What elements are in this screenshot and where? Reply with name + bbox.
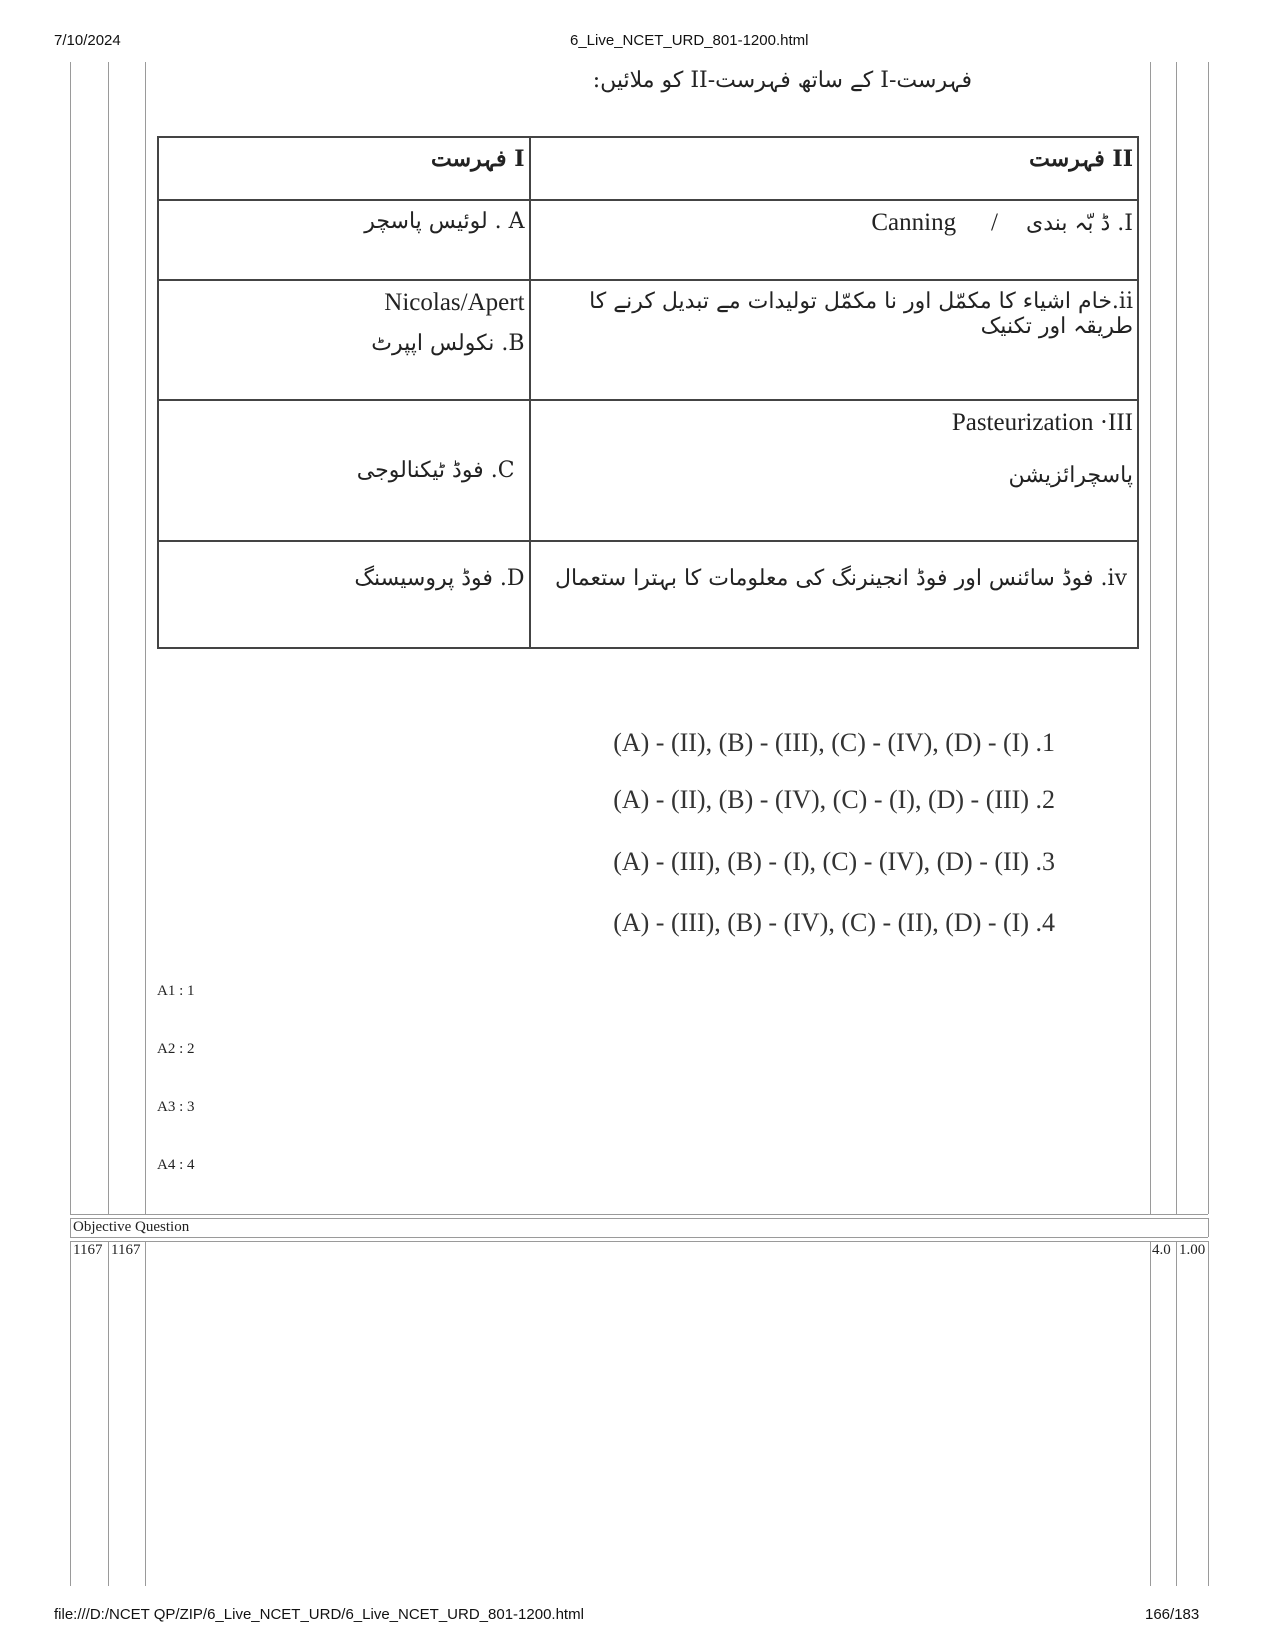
grid-line	[70, 1241, 1208, 1242]
option-2: (A) - (II), (B) - (IV), (C) - (I), (D) - (III) .2	[613, 785, 1055, 814]
grid-line	[70, 1214, 1208, 1215]
list2-item-1-urdu: I. ڈ بّہ بندی	[1025, 210, 1133, 236]
grid-line	[70, 1218, 1208, 1219]
matching-table	[157, 136, 1139, 649]
option-3: (A) - (III), (B) - (I), (C) - (IV), (D) - (II) .3	[613, 847, 1055, 876]
list1-item-b-english: Nicolas/Apert	[384, 289, 525, 317]
grid-line	[1176, 62, 1177, 1214]
option-1: (A) - (II), (B) - (III), (C) - (IV), (D) - (I) .1	[613, 728, 1055, 757]
grid-line	[70, 1237, 1208, 1238]
grid-line	[108, 62, 109, 1214]
answer-1: A1 : 1	[157, 983, 195, 999]
grid-line	[1208, 1218, 1209, 1237]
answer-2: A2 : 2	[157, 1041, 195, 1057]
list2-item-1-english: Canning	[871, 208, 957, 236]
list2-header: II فہرست	[530, 137, 1138, 200]
grid-line	[145, 62, 146, 1214]
list1-item-b-urdu: B. نکولس اپپرٹ	[371, 331, 525, 357]
list1-item-d: D. فوڈ پروسیسنگ	[158, 541, 530, 648]
list2-item-1-sep: /	[991, 208, 998, 236]
question-title: فہرست-I کے ساتھ فہرست-II کو ملائیں:	[592, 68, 972, 93]
list1-header: I فہرست	[158, 137, 530, 200]
question-type-label: Objective Question	[73, 1219, 190, 1235]
answer-3: A3 : 3	[157, 1099, 195, 1115]
grid-line	[70, 62, 71, 1214]
question-id: 1167	[111, 1242, 141, 1258]
table-header-row	[158, 137, 1138, 200]
grid-line	[1150, 62, 1151, 1214]
file-path: file:///D:/NCET QP/ZIP/6_Live_NCET_URD/6_Live_NCET_URD_801-1200.html	[54, 1606, 584, 1623]
list2-item-3-urdu: پاسچرائزیشن	[1008, 462, 1133, 488]
grid-line	[1208, 1241, 1209, 1586]
list2-item-3	[530, 400, 1138, 541]
document-title: 6_Live_NCET_URD_801-1200.html	[570, 32, 809, 49]
grid-line	[70, 1241, 71, 1586]
list2-item-2: ii.خام اشیاء کا مکمّل اور نا مکمّل تولیدات مے تبدیل کرنے کا طریقہ اور تکنیک	[530, 280, 1138, 399]
list1-item-a: A . لوئیس پاسچر	[158, 200, 530, 281]
page-number: 166/183	[1145, 1606, 1200, 1623]
list2-item-4: iv. فوڈ سائنس اور فوڈ انجینرنگ کی معلومات کا بہترا ستعمال	[530, 541, 1138, 648]
grid-line	[1150, 1241, 1151, 1586]
grid-line	[70, 1218, 71, 1237]
table-row	[158, 400, 1138, 541]
print-date: 7/10/2024	[54, 32, 121, 49]
question-negative-marks: 1.00	[1179, 1242, 1206, 1258]
grid-line	[1208, 62, 1209, 1214]
grid-line	[108, 1241, 109, 1586]
list1-item-c: C. فوڈ ٹیکنالوجی	[158, 400, 530, 541]
question-marks: 4.0	[1152, 1242, 1171, 1258]
list2-item-1	[530, 200, 1138, 281]
table-row	[158, 541, 1138, 648]
grid-line	[145, 1241, 146, 1586]
option-4: (A) - (III), (B) - (IV), (C) - (II), (D) - (I) .4	[613, 908, 1055, 937]
table-row	[158, 280, 1138, 399]
list1-item-b	[158, 280, 530, 399]
table-row	[158, 200, 1138, 281]
grid-line	[1176, 1241, 1177, 1586]
answer-4: A4 : 4	[157, 1157, 195, 1173]
question-serial: 1167	[73, 1242, 103, 1258]
list2-item-3-english: Pasteurization ·III	[951, 408, 1133, 436]
